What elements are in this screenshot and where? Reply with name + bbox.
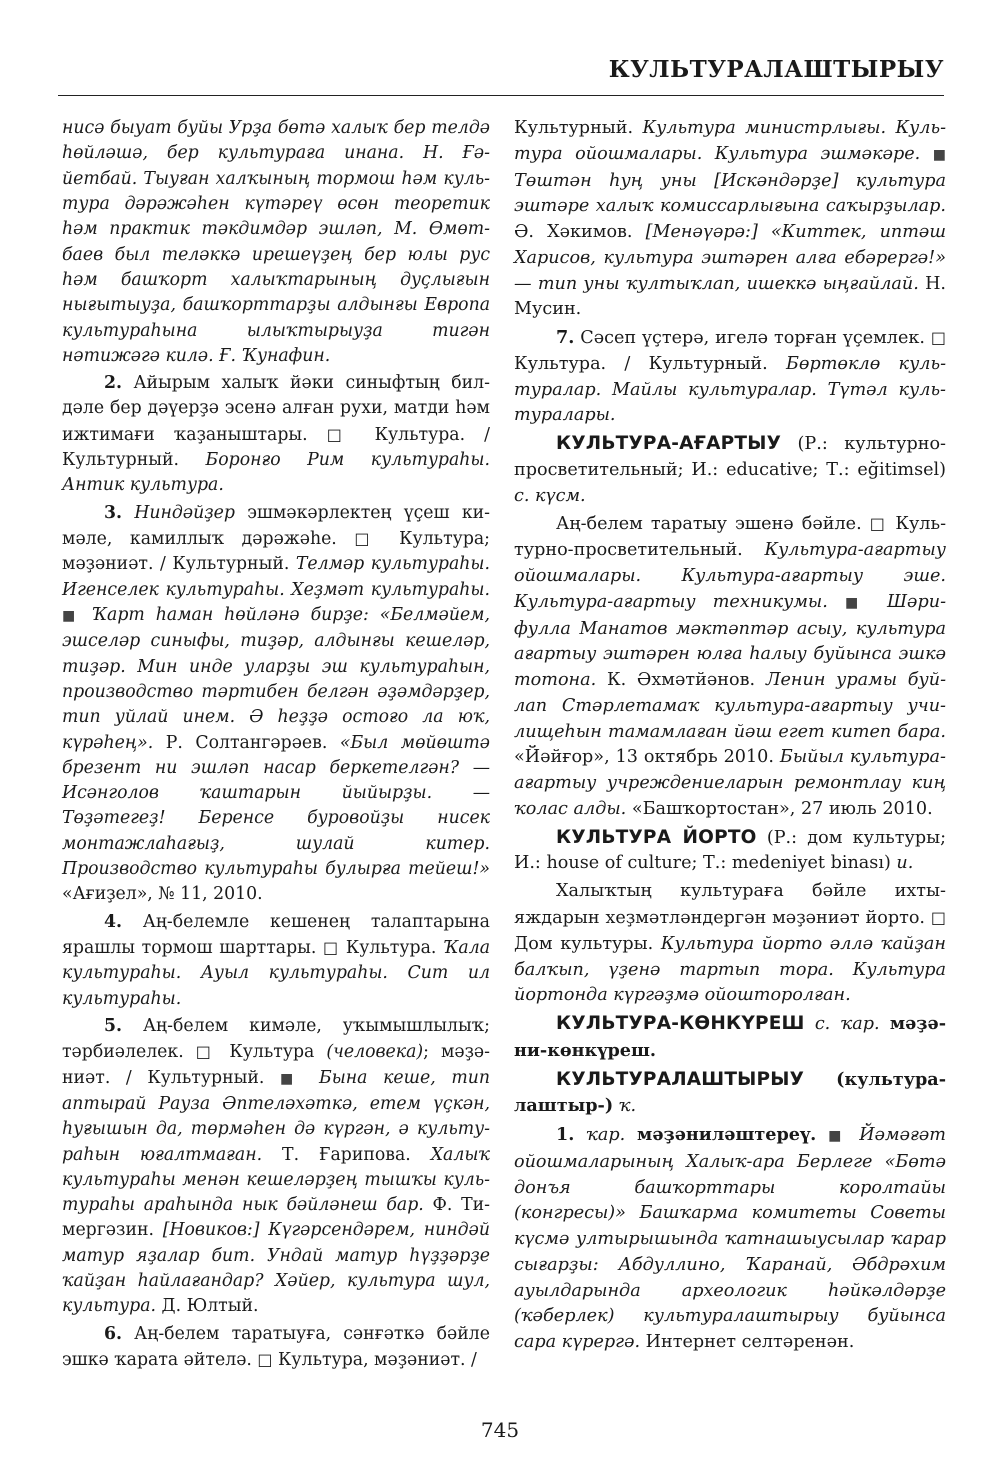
- headword: КУЛЬТУРАЛАШТЫРЫУ: [556, 1068, 805, 1090]
- citation: [Новиков:] Күгәрсендәрем, ниндәй матур яҙалар бит. Ундай матур һүҙҙәрҙе ҡайҙан һайлағандар? Хәйер, культура шул, культура.: [62, 1220, 490, 1317]
- usage-examples: Боронғо Рим культураһы. Антик культура.: [62, 450, 490, 496]
- definition: Аң-белемле кешенең талаптарына ярашлы тормош шарттары.: [62, 911, 490, 958]
- citation: «Был мөйөштә брезент ни эшләп насар беркетелгән? — Исәнголов ҡаштарын йыйырҙы. — Төҙәтегеҙ! Беренсе буровойҙы нисек монтажлаһағыҙ, шулай китер. Производство культураһы булырға тейеш!»: [62, 732, 490, 880]
- headword: КУЛЬТУРА-АҒАРТЫУ: [556, 433, 782, 455]
- black-square-icon: ■: [845, 594, 870, 611]
- part-of-speech: ҡар.: [586, 1125, 626, 1146]
- white-square-icon: □: [323, 938, 340, 957]
- russian-equivalent-tail: ; мәҙәниәт. / Культурный.: [62, 1042, 490, 1088]
- left-column: [62, 116, 490, 1373]
- sense-number: 3.: [104, 502, 123, 523]
- part-of-speech: и.: [896, 853, 914, 874]
- definition: Халыҡтың культураға бәйле ихтыяждарын хеҙмәтләндергән мәҙәниәт йорто.: [514, 881, 946, 928]
- citation-source: «Ағиҙел», № 11, 2010.: [62, 884, 263, 905]
- russian-equivalent: Культурный.: [514, 118, 634, 138]
- sense-2: [62, 371, 490, 499]
- sense-6-continuation: [514, 116, 946, 323]
- white-square-icon: □: [326, 424, 356, 444]
- white-square-icon: □: [869, 514, 888, 534]
- definition: Аң-белем таратыу эшенә бәйле.: [556, 514, 862, 535]
- russian-equivalent: Культурно-просветительный.: [514, 514, 947, 561]
- citation-source: Интернет селтәренән.: [645, 1332, 855, 1353]
- citation: Ҡарт һаман һөйләнә бирҙе: «Белмәйем, эшселәр синыфы, тиҙәр, алдынғы кешеләр, тиҙәр. Мин инде уларҙы эш культураһын, производство тәртибен белгән әҙәмдәрҙер, тип уйлай инем. Ә һеҙҙә остоғо ла юҡ, күрәһең».: [62, 604, 490, 753]
- translations: (Р.: культурнопросветительный; И.: educative; Т.: eğitimsel): [514, 434, 946, 480]
- part-of-speech: с. күсм.: [514, 485, 586, 506]
- usage-examples: Бөртөклө культуралар. Майлы культуралар. Түтәл культуралары.: [514, 353, 947, 426]
- citation-source: Р. Солтангәрәев.: [165, 732, 328, 753]
- sense-number: 5.: [104, 1015, 123, 1036]
- white-square-icon: □: [354, 529, 382, 548]
- russian-equivalent: Дом культуры.: [514, 933, 654, 954]
- russian-gloss: (человека): [326, 1042, 424, 1063]
- usage-examples: Культура-ағартыу ойошмалары. Культура-ағартыу эше. Культура-ағартыу техникумы.: [514, 540, 946, 612]
- sense-number: 4.: [104, 911, 123, 932]
- entry-kultura-yorto: [514, 825, 946, 878]
- sense-5: [62, 1014, 490, 1320]
- white-square-icon: □: [195, 1042, 218, 1062]
- usage-examples: Телмәр культураһы. Игенселек культураһы. Хеҙмәт культураһы.: [62, 554, 490, 600]
- running-head: КУЛЬТУРАЛАШТЫРЫУ: [608, 56, 944, 83]
- citation-source: К. Әхмәтйәнов.: [606, 670, 756, 691]
- cross-reference: мәҙәни-көнкүреш.: [514, 1013, 947, 1061]
- citation: Йәмәғәт ойошмаларының Халыҡ-ара Берлеге «Бөтә донъя башҡорттары королтайы (конгресы)» Башҡарма комитеты Советы күсмә ултырышында ҡатнашыусылар ҡарар сығарҙы: Абдуллино, Ҡаранай, Әбдрәхим ауылдарында археологик һәйкәлдәрҙе (ҡәберлек) культуралаштырыу буйынса сара күрергә.: [514, 1125, 946, 1353]
- sense-4: [62, 910, 490, 1012]
- black-square-icon: ■: [280, 1070, 304, 1087]
- russian-equivalent: Культура. / Культурный.: [62, 424, 490, 471]
- citation-source: «Йәйғор», 13 октябрь 2010.: [514, 747, 774, 768]
- citation: Төштән һуң уны [Искәндәрҙе] культура эштәре халыҡ комиссарлығына саҡырҙылар.: [514, 170, 946, 217]
- citation: Ленин урамы буйлап Стәрлетамаҡ культура-ағартыу училищеһын тамамлаған йәш егет китеп бара.: [514, 670, 947, 742]
- citation-source: Т. Ғарипова.: [282, 1144, 411, 1165]
- italic-term: Ниндәйҙер: [134, 502, 235, 523]
- translations: (Р.: дом культуры; И.: house of culture; Т.: medeniyet binası): [514, 827, 947, 874]
- russian-equivalent: Культура.: [345, 938, 437, 958]
- sense-6: [62, 1322, 490, 1374]
- headword: КУЛЬТУРА ЙОРТО: [556, 826, 757, 848]
- citation: Бына кеше, тип аптырай Рауза Әптеләхәткә, етем үҫкән, һуғышын да, төрмәһен дә күргән, ә культураһын юғалтмаған.: [62, 1067, 490, 1165]
- entry-kultura-agartyu-definition: [514, 511, 946, 822]
- entry-kulturalashtyryu: [514, 1067, 946, 1121]
- citation-source: Ф. Тимергәзин.: [62, 1195, 490, 1241]
- russian-equivalent: Культура: [229, 1042, 315, 1063]
- header-rule: [58, 95, 944, 96]
- left-continuation: [62, 116, 490, 369]
- citation-source: «Башҡортостан», 27 июль 2010.: [631, 798, 933, 819]
- citation: Быйыл культураағартыу учреждениеларын ремонтлау киң ҡолас алды.: [514, 747, 946, 819]
- continued-citation: нисә быуат буйы Урҙа бөтә халыҡ бер телдә һөйләшә, бер культураға инана. Н. Ғәйетбай. Тыуған халҡының тормош һәм культура дәрәжәһен күтәреү өсөн теоретик һәм практик тәкдимдәр эшләп, М. Өмөтбаев был теләккә ирешеүҙең бер юлы рус һәм башҡорт халыҡтарының дуҫлығын нығытыуҙа, башҡорттарҙы алдынғы Европа культураһына ылыҡтырыуҙа тигән нәтижәгә килә. Ғ. Ҡунафин.: [62, 118, 490, 366]
- page-number: 745: [480, 1418, 520, 1442]
- black-square-icon: ■: [62, 607, 81, 624]
- white-square-icon: □: [930, 328, 947, 348]
- sense-number: 2.: [104, 373, 123, 394]
- citation: [Менәүәрә:] «Киттек, иптәш Харисов, культура эштәрен алға ебәрергә!» — тип уны ҡултыҡлап, ишеккә ыңғайлай.: [514, 222, 946, 294]
- usage-examples: Культура йорто әллә ҡайҙан балҡып, үҙенә тартып тора. Культура йортонда күргәҙмә ойошторолған.: [514, 933, 946, 1006]
- definition: Айырым халыҡ йәки синыфтың билдәле бер дәүерҙә эсенә алған рухи, матди һәм ижтимағи ҡаҙаныштары.: [62, 373, 490, 445]
- black-square-icon: ■: [828, 1128, 848, 1145]
- sense-number: 6.: [104, 1323, 123, 1344]
- black-square-icon: ■: [932, 146, 947, 163]
- citation-source: Ә. Хәкимов.: [514, 222, 633, 243]
- cross-reference: мәҙәниләштереү.: [637, 1124, 817, 1146]
- russian-equivalent: Культура. / Культурный.: [514, 353, 768, 374]
- definition: эшмәкәрлектең үҫеш кимәле, камиллыҡ дәрәжәһе.: [62, 502, 490, 549]
- citation-source: Д. Юлтый.: [161, 1296, 259, 1317]
- definition: Аң-белем таратыуға, сәнғәткә бәйле эшкә ҡарата әйтелә.: [62, 1323, 490, 1370]
- entry-kultura-yorto-definition: [514, 879, 946, 1009]
- citation-source: Н. Мусин.: [514, 273, 946, 320]
- usage-examples: Культура министрлығы. Культура ойошмалары. Культура эшмәкәре.: [514, 118, 947, 164]
- sense-7: [514, 325, 946, 429]
- usage-examples: Ҡала культураһы. Ауыл культураһы. Сит ил культураһы.: [62, 938, 490, 1009]
- sense-number: 7.: [556, 327, 575, 349]
- right-column: [514, 116, 946, 1356]
- sense-3: [62, 501, 490, 908]
- russian-equivalent: Культура, мәҙәниәт. /: [278, 1350, 477, 1370]
- entry-kulturalashtyryu-sense-1: [514, 1122, 946, 1356]
- entry-kultura-agartyu: [514, 431, 946, 509]
- definition: Аң-белем кимәле, уҡымышлылыҡ; тәрбиәлелек.: [62, 1015, 491, 1063]
- entry-kultura-konkuresh: [514, 1011, 946, 1065]
- citation: Шәрифулла Манатов мәктәптәр асыу, культура ағартыу эштәрен юлға һалыу буйынса эшкә тотона.: [514, 591, 947, 691]
- white-square-icon: □: [257, 1350, 273, 1369]
- part-of-speech: с. ҡар.: [814, 1014, 880, 1035]
- russian-equivalent: Культура; мәҙәниәт. / Культурный.: [62, 529, 491, 575]
- white-square-icon: □: [930, 907, 946, 927]
- definition: Сәсеп үҫтерә, игелә торған үҫемлек.: [580, 328, 925, 349]
- part-of-speech: ҡ.: [618, 1096, 637, 1117]
- sense-number: 1.: [556, 1124, 575, 1146]
- headword: КУЛЬТУРА-КӨНКҮРЕШ: [556, 1013, 805, 1035]
- citation: Халыҡ культураһы менән кешеләрҙең тышҡы культураһы араһында нык бәйләнеш бар.: [62, 1144, 490, 1216]
- stem-form: (культуралаштыр-): [514, 1068, 946, 1117]
